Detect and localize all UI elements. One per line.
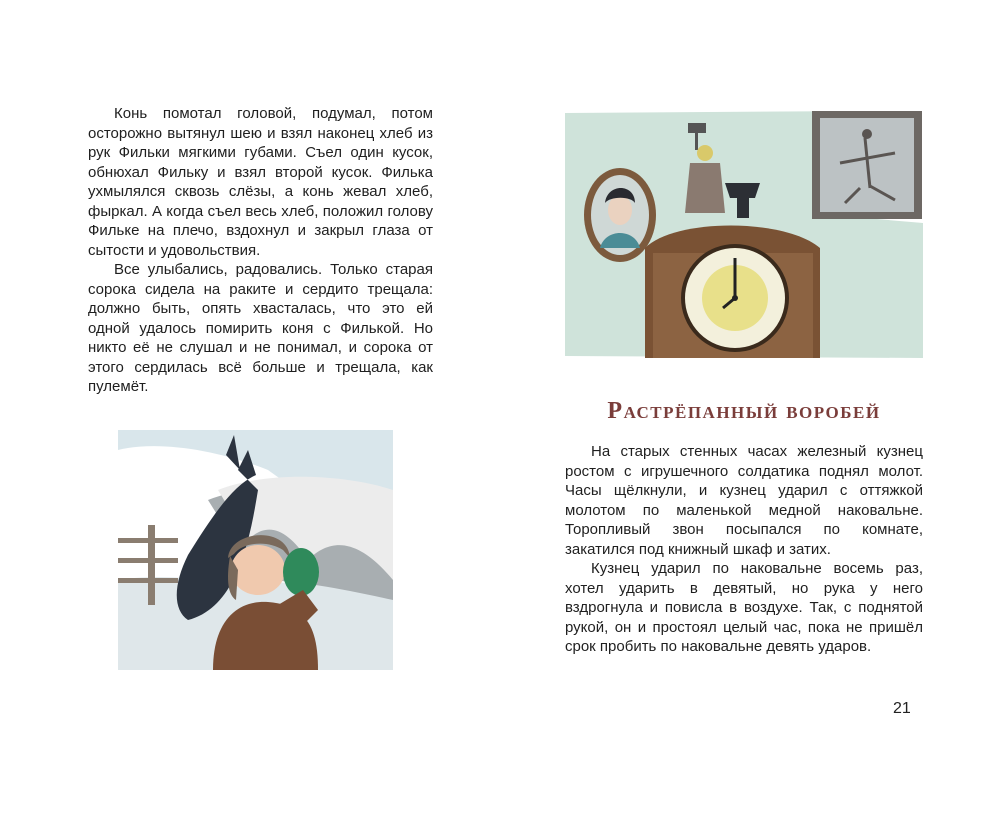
paragraph: Все улыбались, радовались. Только старая сорока сидела на раките и сердито трещала: должно быть, опять хвасталась, что это ей одной удалось помирить коня с Филькой. Но никто её не слушал и не понимал, и сорока от этого сердилась всё больше и трещала, как пулемёт. — [88, 261, 433, 395]
clock-illustration — [565, 108, 923, 358]
page-number: 21 — [893, 700, 911, 717]
left-page-text — [88, 104, 433, 397]
right-page-text — [565, 442, 923, 657]
chapter-title: Растрёпанный воробей — [607, 398, 881, 424]
paragraph: Конь помотал головой, подумал, потом осторожно вытянул шею и взял наконец хлеб из рук Фильки мягкими губами. Съел один кусок, обнюхал Фильку и взял второй кусок. Филька ухмылялся сквозь слёзы, а конь жевал хлеб, фыркал. А когда съел весь хлеб, положил голову Фильке на плечо, вздохнул и закрыл глаза от сытости и удовольствия. — [88, 105, 433, 259]
paragraph: На старых стенных часах железный кузнец ростом с игрушечного солдатика поднял молот. Часы щёлкнули, и кузнец ударил с оттяжкой молотом по маленькой медной наковальне. Торопливый звон посыпался по комнате, закатился под книжный шкаф и затих. — [565, 443, 923, 558]
horse-boy-illustration — [118, 430, 393, 670]
paragraph: Кузнец ударил по наковальне восемь раз, хотел ударить в девятый, но рука у него вздрогнула и повисла в воздухе. Так, с поднятой рукой, он и простоял целый час, пока не пришёл срок пробить по наковальне девять ударов. — [565, 560, 923, 655]
